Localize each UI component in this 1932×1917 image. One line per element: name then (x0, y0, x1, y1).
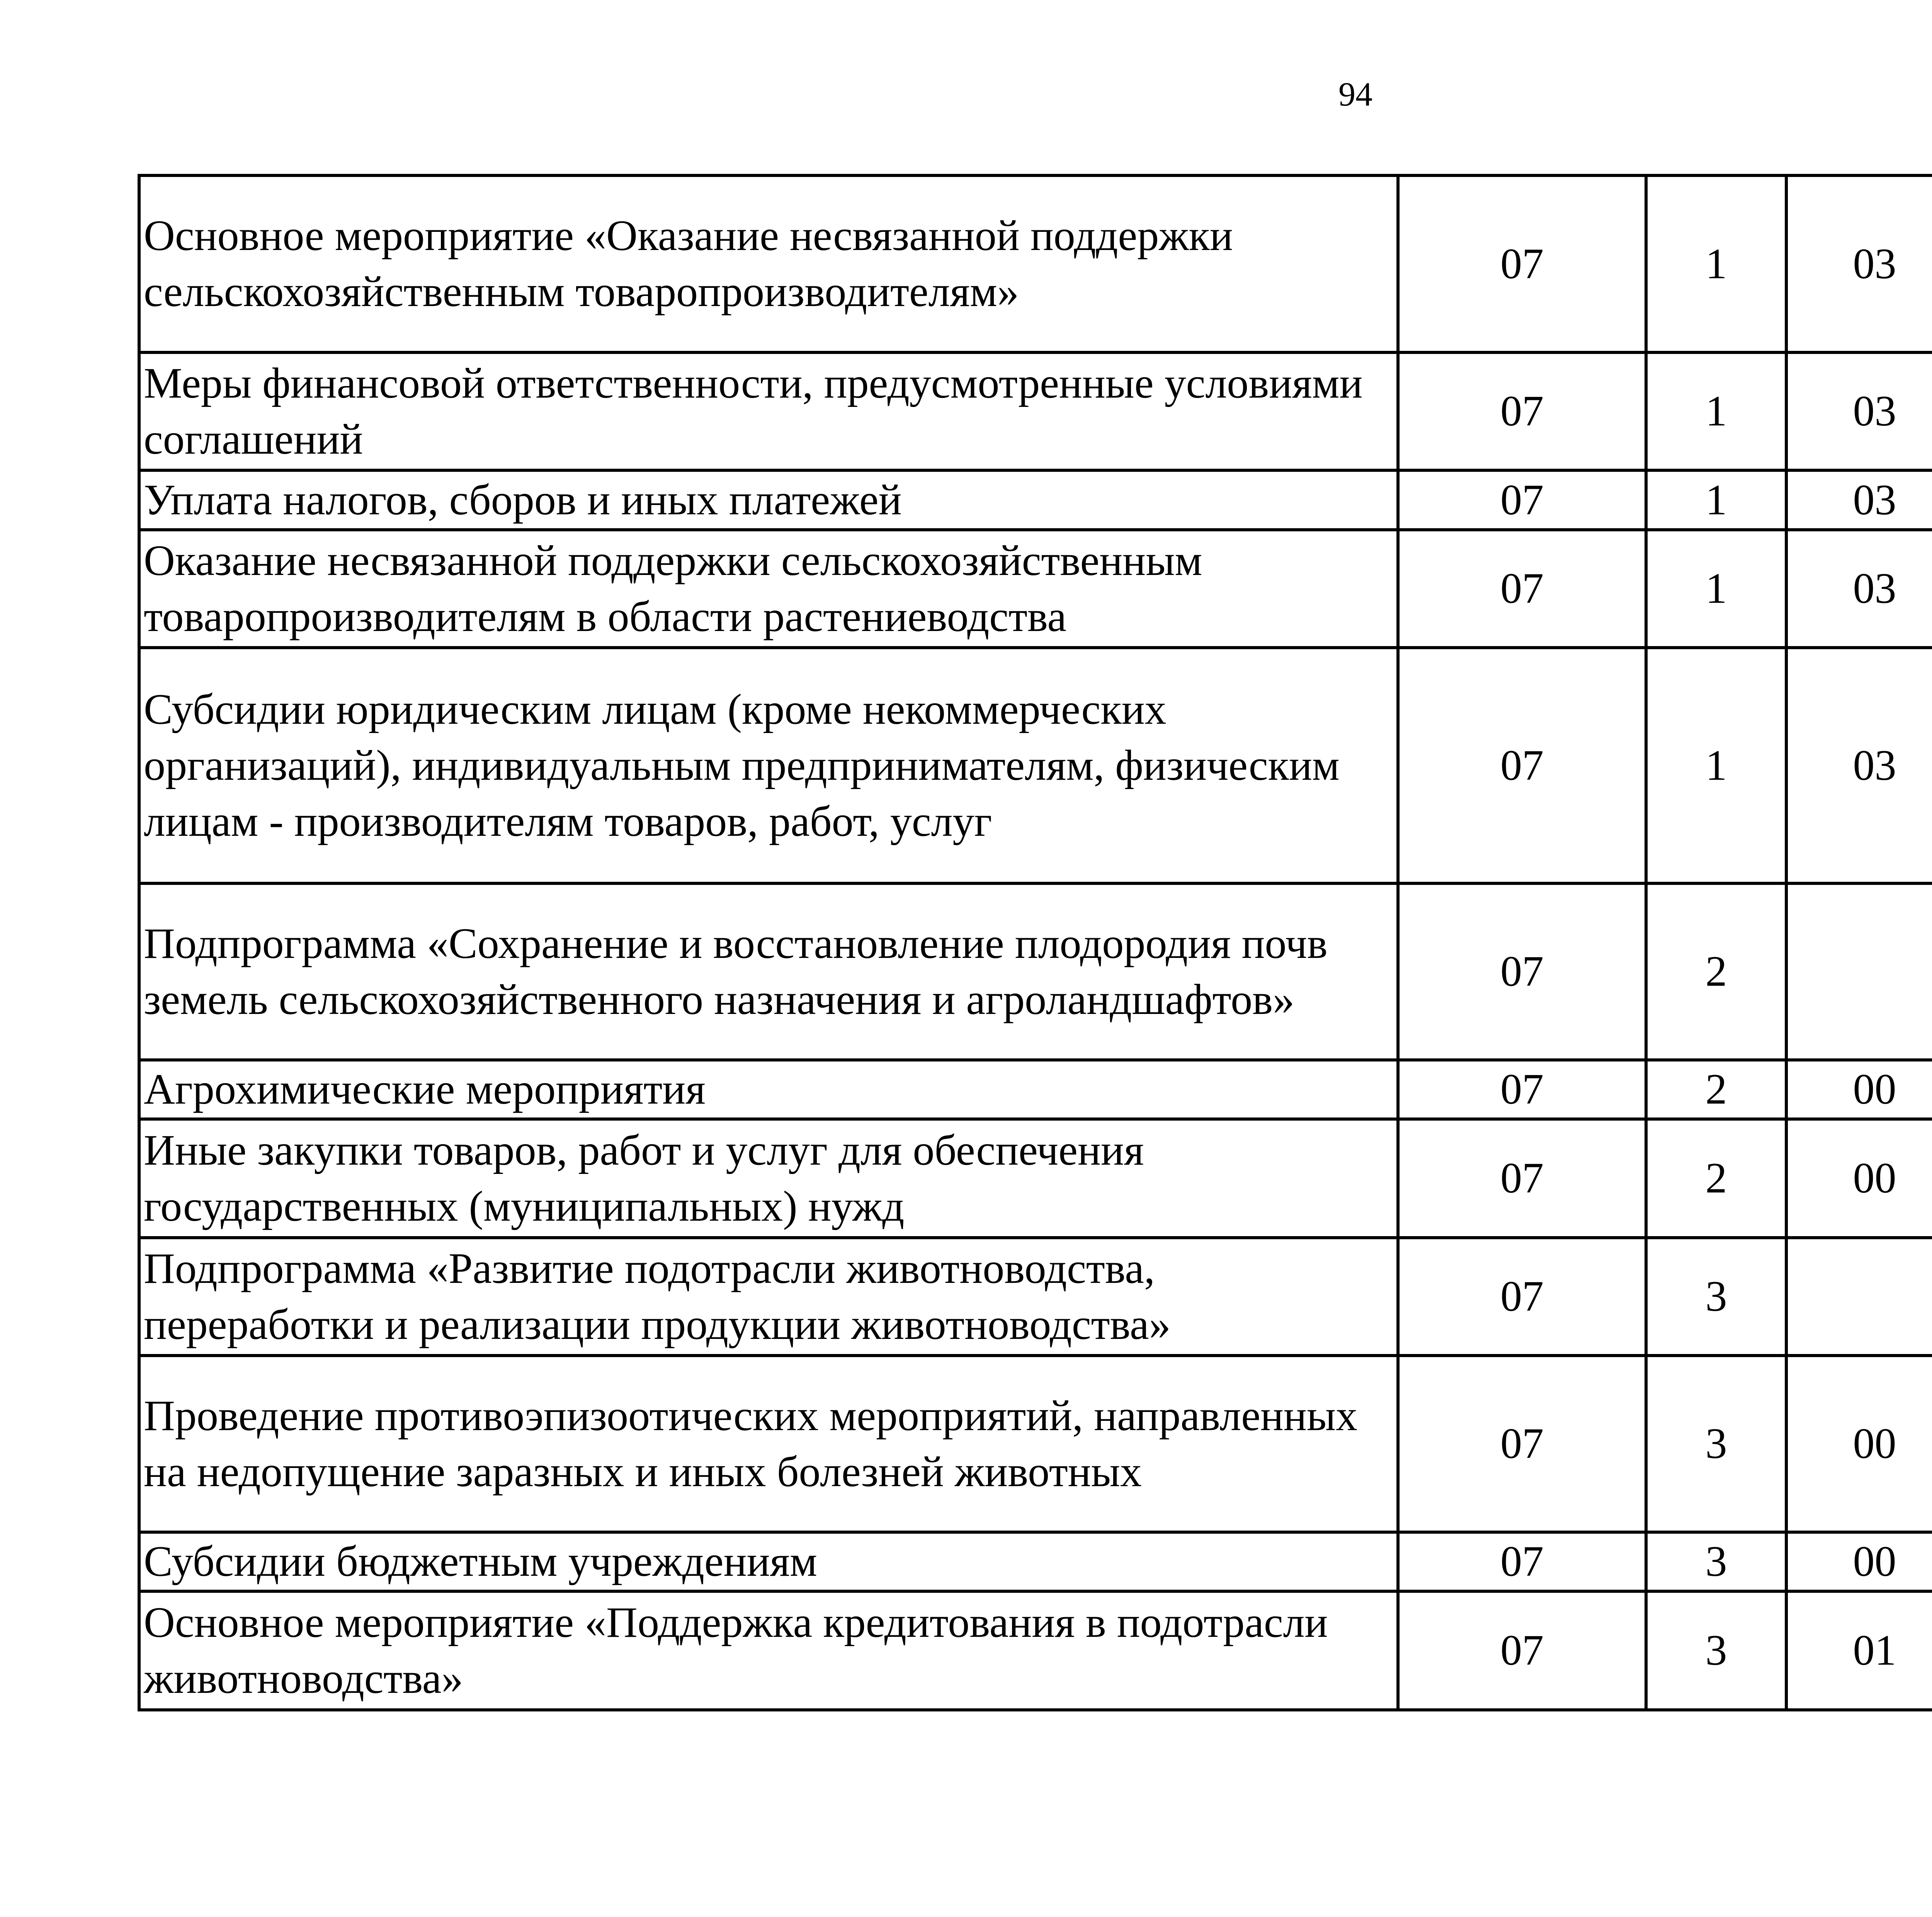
page-number: 94 (1338, 76, 1372, 113)
table-row (139, 1532, 1932, 1591)
table-row (139, 1238, 1932, 1356)
table-row (139, 352, 1932, 470)
row-name: Подпрограмма «Развитие подотрасли животноводства, переработки и реализации продукции животноводства» (139, 1238, 1398, 1356)
row-code-activity: 00 (1786, 1119, 1932, 1238)
row-code-subprogram: 1 (1646, 470, 1786, 530)
row-name: Агрохимические мероприятия (139, 1060, 1398, 1119)
table-row (139, 1060, 1932, 1119)
table-row (139, 1356, 1932, 1532)
budget-table (138, 174, 1932, 1711)
row-code-section: 07 (1398, 470, 1646, 530)
row-name: Субсидии бюджетным учреждениям (139, 1532, 1398, 1591)
row-name: Основное мероприятие «Поддержка кредитования в подотрасли животноводства» (139, 1591, 1398, 1710)
row-code-section: 07 (1398, 1532, 1646, 1591)
row-code-subprogram: 1 (1646, 648, 1786, 883)
row-code-activity: 03 (1786, 530, 1932, 648)
row-code-subprogram: 2 (1646, 1060, 1786, 1119)
row-code-section: 07 (1398, 1119, 1646, 1238)
row-name: Подпрограмма «Сохранение и восстановление плодородия почв земель сельскохозяйственного назначения и агроландшафтов» (139, 883, 1398, 1060)
row-code-subprogram: 3 (1646, 1591, 1786, 1710)
row-name: Иные закупки товаров, работ и услуг для обеспечения государственных (муниципальных) нужд (139, 1119, 1398, 1238)
row-name: Основное мероприятие «Оказание несвязанной поддержки сельскохозяйственным товаропроизводителям» (139, 175, 1398, 352)
row-code-section: 07 (1398, 1356, 1646, 1532)
row-code-section: 07 (1398, 648, 1646, 883)
row-code-section: 07 (1398, 1238, 1646, 1356)
row-code-section: 07 (1398, 883, 1646, 1060)
row-code-section: 07 (1398, 1060, 1646, 1119)
row-name: Субсидии юридическим лицам (кроме некоммерческих организаций), индивидуальным предпринимателям, физическим лицам - производителям товаров, работ, услуг (139, 648, 1398, 883)
table-row (139, 1591, 1932, 1710)
row-code-subprogram: 3 (1646, 1356, 1786, 1532)
table-row (139, 648, 1932, 883)
row-name: Меры финансовой ответственности, предусмотренные условиями соглашений (139, 352, 1398, 470)
row-code-activity (1786, 883, 1932, 1060)
row-code-subprogram: 1 (1646, 352, 1786, 470)
row-code-subprogram: 1 (1646, 175, 1786, 352)
row-name: Оказание несвязанной поддержки сельскохозяйственным товаропроизводителям в области растениеводства (139, 530, 1398, 648)
row-code-section: 07 (1398, 1591, 1646, 1710)
table-row (139, 470, 1932, 530)
table-row (139, 175, 1932, 352)
row-code-activity: 03 (1786, 648, 1932, 883)
table-row (139, 883, 1932, 1060)
row-code-subprogram: 3 (1646, 1238, 1786, 1356)
row-code-activity: 03 (1786, 175, 1932, 352)
row-code-subprogram: 2 (1646, 1119, 1786, 1238)
row-code-subprogram: 2 (1646, 883, 1786, 1060)
row-code-subprogram: 3 (1646, 1532, 1786, 1591)
row-code-section: 07 (1398, 352, 1646, 470)
row-code-section: 07 (1398, 530, 1646, 648)
row-code-activity (1786, 1238, 1932, 1356)
row-code-activity: 03 (1786, 470, 1932, 530)
row-code-section: 07 (1398, 175, 1646, 352)
table-row (139, 530, 1932, 648)
row-code-activity: 00 (1786, 1532, 1932, 1591)
row-name: Уплата налогов, сборов и иных платежей (139, 470, 1398, 530)
row-name: Проведение противоэпизоотических мероприятий, направленных на недопущение заразных и иных болезней животных (139, 1356, 1398, 1532)
row-code-subprogram: 1 (1646, 530, 1786, 648)
row-code-activity: 03 (1786, 352, 1932, 470)
table-row (139, 1119, 1932, 1238)
row-code-activity: 00 (1786, 1060, 1932, 1119)
row-code-activity: 00 (1786, 1356, 1932, 1532)
row-code-activity: 01 (1786, 1591, 1932, 1710)
